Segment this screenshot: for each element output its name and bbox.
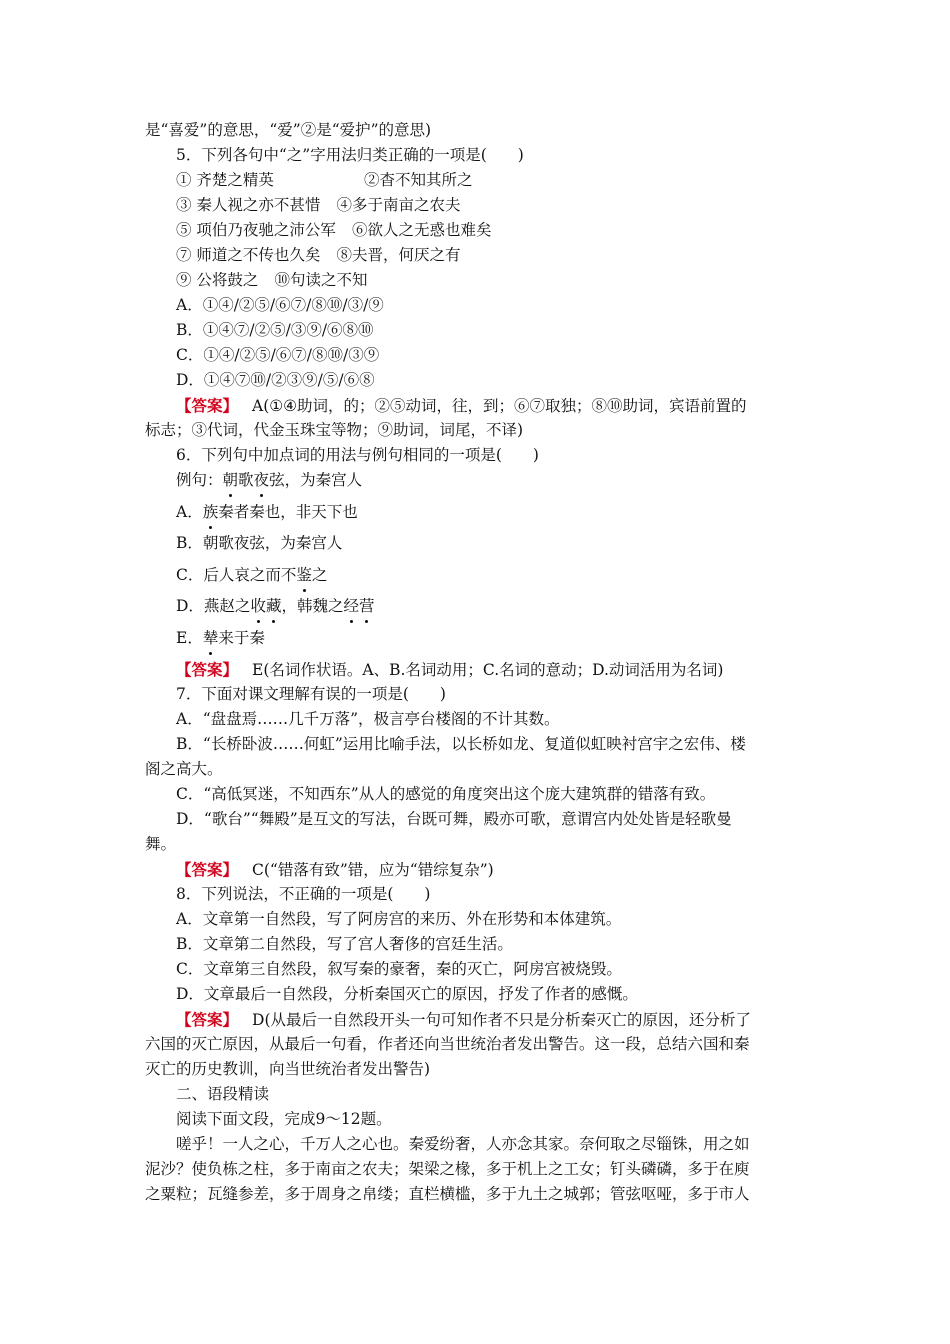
q5-items-row <box>145 268 810 293</box>
answer-label: 【答案】 <box>176 396 239 415</box>
q5-items-row <box>145 193 810 218</box>
q6-text: A． <box>176 502 203 521</box>
q7-option-d-cont: 舞。 <box>145 835 177 853</box>
dotted-char: 藏 <box>266 594 282 619</box>
q8-option-b: B．文章第二自然段，写了宫人奢侈的宫廷生活。 <box>176 935 513 953</box>
answer-text: C(“错落有致”错，应为“错综复杂”) <box>252 861 494 879</box>
answer-text: E(名词作状语。A、B.名词动用；C.名词的意动；D.动词活用为名词) <box>252 661 724 679</box>
reading-instruction: 阅读下面文段，完成9～12题。 <box>176 1110 392 1128</box>
q5-option-c: C．①④/②⑤/⑥⑦/⑧⑩/③⑨ <box>176 346 380 364</box>
passage-line: 嗟乎！一人之心，千万人之心也。秦爱纷奢，人亦念其家。奈何取之尽锱铢，用之如 <box>176 1135 750 1153</box>
q5-item: ⑤ 项伯乃夜驰之沛公军 <box>176 221 336 239</box>
q8-option-a: A．文章第一自然段，写了阿房宫的来历、外在形势和本体建筑。 <box>176 910 622 928</box>
q5-items-row <box>145 168 810 193</box>
dotted-char: 经 <box>343 594 359 619</box>
document-page <box>145 118 810 1207</box>
text-line: 是“喜爱”的意思，“爱”②是“爱护”的意思) <box>145 121 432 139</box>
q6-option-a <box>145 500 810 532</box>
q6-option-e <box>145 626 810 658</box>
answer-8-cont: 六国的灭亡原因，从最后一句看，作者还向当世统治者发出警告。这一段，总结六国和秦 <box>145 1035 750 1053</box>
q6-example <box>145 468 810 500</box>
dotted-char: 收 <box>250 594 266 619</box>
answer-label: 【答案】 <box>176 860 239 879</box>
q6-text: 秦者秦也，非天下也 <box>218 502 358 521</box>
q7-option-b-cont: 阁之高大。 <box>145 760 223 778</box>
q5-item: ⑦ 师道之不传也久矣 <box>176 246 321 264</box>
q5-option-d: D．①④⑦⑩/②③⑨/⑤/⑥⑧ <box>176 371 375 389</box>
q5-items-row <box>145 243 810 268</box>
q6-option-c <box>145 563 810 595</box>
answer-5 <box>145 393 810 418</box>
dotted-char: 夜 <box>254 468 270 493</box>
dotted-char: 朝 <box>223 468 239 493</box>
q8-option-c: C．文章第三自然段，叙写秦的豪奢，秦的灭亡，阿房宫被烧毁。 <box>176 960 622 978</box>
answer-8-cont: 灭亡的历史教训，向当世统治者发出警告) <box>145 1060 431 1078</box>
dotted-char: 辇 <box>203 626 219 651</box>
q6-text: 之 <box>311 565 328 584</box>
q5-item: ⑥欲人之无惑也难矣 <box>351 221 492 239</box>
q7-option-d: D．“歌台”“舞殿”是互文的写法，台既可舞，殿亦可歌，意谓宫内处处皆是轻歌曼 <box>176 810 732 828</box>
q7-option-a: A．“盘盘焉……几千万落”，极言亭台楼阁的不计其数。 <box>176 710 560 728</box>
q6-text: E． <box>176 628 203 647</box>
q8-option-d: D．文章最后一自然段，分析秦国灭亡的原因，抒发了作者的感慨。 <box>176 985 638 1003</box>
q7-option-c: C．“高低冥迷，不知西东”从人的感觉的角度突出这个庞大建筑群的错落有致。 <box>176 785 716 803</box>
q5-item: ⑩句读之不知 <box>274 271 368 289</box>
answer-text: D(从最后一自然段开头一句可知作者不只是分析秦灭亡的原因，还分析了 <box>252 1011 751 1029</box>
q5-item: ②杳不知其所之 <box>363 171 473 189</box>
question-6: 6．下列句中加点词的用法与例句相同的一项是( ) <box>176 446 539 464</box>
q5-item: ① 齐楚之精英 <box>176 171 274 189</box>
question-8: 8．下列说法，不正确的一项是( ) <box>176 885 431 903</box>
answer-text: A(①④助词，的；②⑤动词，往，到；⑥⑦取独；⑧⑩助词，宾语前置的 <box>252 397 747 415</box>
q7-option-b: B．“长桥卧波……何虹”运用比喻手法，以长桥如龙、复道似虹映衬宫宇之宏伟、楼 <box>176 735 746 753</box>
q6-option-b: B．朝歌夜弦，为秦宫人 <box>176 534 343 552</box>
q5-items-row <box>145 218 810 243</box>
q5-item: ③ 秦人视之亦不甚惜 <box>176 196 321 214</box>
q6-text: D．燕赵之 <box>176 597 251 615</box>
dotted-char: 营 <box>359 594 375 619</box>
q6-option-d <box>145 594 810 626</box>
q5-item: ⑨ 公将鼓之 <box>176 271 259 289</box>
q5-item: ⑧夫晋，何厌之有 <box>336 246 461 264</box>
q6-text: 歌 <box>238 471 254 489</box>
q6-text: 弦，为秦宫人 <box>269 471 363 489</box>
dotted-char: 族 <box>203 500 219 525</box>
q6-text: C．后人哀之而不 <box>176 565 297 584</box>
dotted-char: 鉴 <box>296 563 312 588</box>
question-5: 5．下列各句中“之”字用法归类正确的一项是( ) <box>176 146 524 164</box>
q5-item: ④多于南亩之农夫 <box>336 196 461 214</box>
q6-example-label: 例句： <box>176 471 223 489</box>
answer-5-cont: 标志；③代词，代金玉珠宝等物；⑨助词，词尾，不译) <box>145 421 524 439</box>
passage-line: 之粟粒；瓦缝参差，多于周身之帛缕；直栏横槛，多于九土之城郭；管弦呕哑，多于市人 <box>145 1185 750 1203</box>
answer-label: 【答案】 <box>176 1010 239 1029</box>
question-7: 7．下面对课文理解有误的一项是( ) <box>176 685 446 703</box>
answer-label: 【答案】 <box>176 660 239 679</box>
answer-8 <box>145 1007 810 1032</box>
section-heading: 二、语段精读 <box>176 1085 270 1103</box>
q5-option-a: A．①④/②⑤/⑥⑦/⑧⑩/③/⑨ <box>176 296 384 314</box>
q6-text: 来于秦 <box>218 628 265 647</box>
q6-text: ，韩魏之 <box>281 597 344 615</box>
passage-line: 泥沙？使负栋之柱，多于南亩之农夫；架梁之椽，多于机上之工女；钉头磷磷，多于在庾 <box>145 1160 750 1178</box>
q5-option-b: B．①④⑦/②⑤/③⑨/⑥⑧⑩ <box>176 321 374 339</box>
answer-7 <box>145 857 810 882</box>
answer-6 <box>145 657 810 682</box>
